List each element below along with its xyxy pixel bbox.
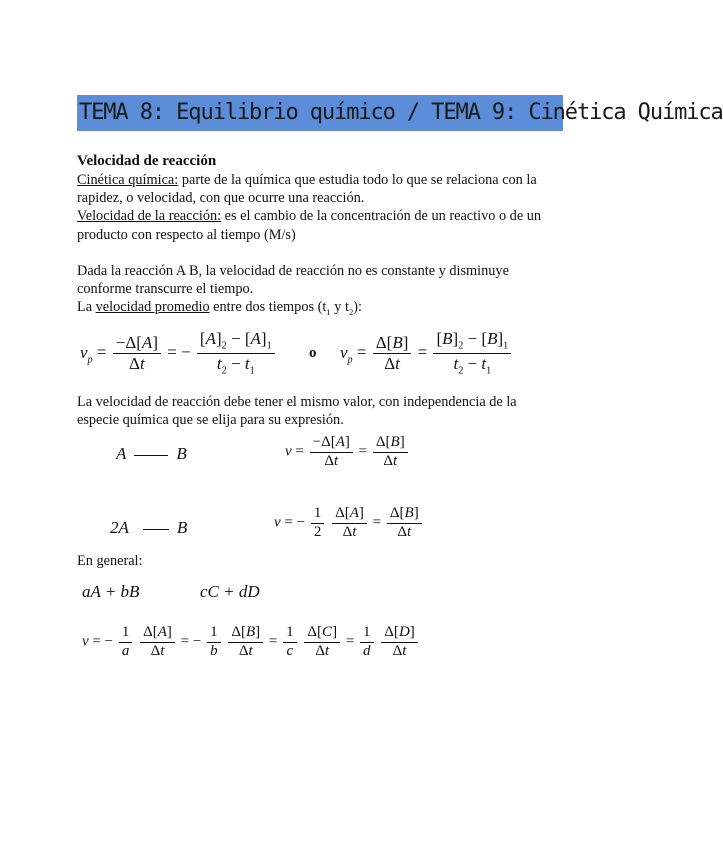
general-reaction-right: cC + dD — [200, 582, 260, 601]
paragraph-line: Dada la reacción A B, la velocidad de reacción no es constante y disminuye — [77, 263, 509, 279]
reaction-2a-to-b — [110, 518, 187, 538]
definition-velocidad-cont: producto con respecto al tiempo (M/s) — [77, 227, 296, 243]
paragraph-line: La velocidad de reacción debe tener el mismo valor, con independencia de la — [77, 394, 517, 410]
product: B — [176, 518, 188, 537]
section-heading: Velocidad de reacción — [77, 153, 217, 169]
arrow-icon — [134, 455, 168, 456]
reactant: A — [116, 444, 127, 463]
definition-velocidad — [77, 207, 541, 226]
definition-cinetica-cont: rapidez, o velocidad, con que ocurre una reacción. — [77, 190, 365, 206]
product: B — [176, 444, 187, 463]
text-span: La — [77, 299, 96, 315]
general-reaction-left: aA + bB — [82, 582, 140, 601]
text-span: entre dos tiempos (t — [209, 299, 327, 315]
equation-average-rate-b: $v_p$ = $\frac{\Delta[B]}{\Delta t}$ = $\frac{[B]_2 - [B]_1}{t_2 - t_1}$ — [340, 330, 513, 377]
arrow-icon — [143, 529, 169, 530]
page-title: TEMA 8: Equilibrio químico / TEMA 9: Cinética Química — [77, 95, 563, 131]
definition-term: Velocidad de la reacción: — [77, 208, 222, 224]
definition-term: Cinética química: — [77, 172, 179, 188]
equation-rate-2: v = − $\frac{1}{2}$ $\frac{\Delta[A]}{\Delta t}$ = $\frac{\Delta[B]}{\Delta t}$ — [274, 506, 424, 541]
definition-cinetica — [77, 171, 537, 190]
definition-text: es el cambio de la concentración de un reactivo o de un — [221, 208, 542, 224]
equation-rate-1: v = $\frac{-\Delta[A]}{\Delta t}$ = $\frac{\Delta[B]}{\Delta t}$ — [285, 435, 410, 470]
subscript: 1 — [326, 306, 331, 317]
underlined-term: velocidad promedio — [95, 299, 210, 315]
paragraph-line: conforme transcurre el tiempo. — [77, 281, 254, 297]
general-label: En general: — [77, 553, 143, 569]
equation-general-rate: v = − $\frac{1}{a}$ $\frac{\Delta[A]}{\Delta t}$ = − $\frac{1}{b}$ $\frac{\Delta[B]}{\Delta t}$ = $\frac{1}{c}$ $\frac{\Delta[C]}{\Delta t}$ = $\frac{1}{d}$ $\frac{\Delta[D]}{\Delta t}$ — [82, 625, 420, 660]
reactant: 2A — [110, 518, 129, 537]
reaction-a-to-b — [116, 444, 187, 464]
paragraph-line: especie química que se elija para su expresión. — [77, 412, 344, 428]
conjunction-o: o — [309, 345, 317, 361]
paragraph-line — [77, 298, 362, 322]
text-span: ): — [353, 299, 362, 315]
equation-average-rate-a: $v_p$ = $\frac{-\Delta[A]}{\Delta t}$ = − $\frac{[A]_2 - [A]_1}{t_2 - t_1}$ — [80, 330, 277, 377]
subscript: 2 — [348, 306, 354, 317]
text-span: y t — [330, 299, 349, 315]
definition-text: parte de la química que estudia todo lo que se relaciona con la — [178, 172, 537, 188]
